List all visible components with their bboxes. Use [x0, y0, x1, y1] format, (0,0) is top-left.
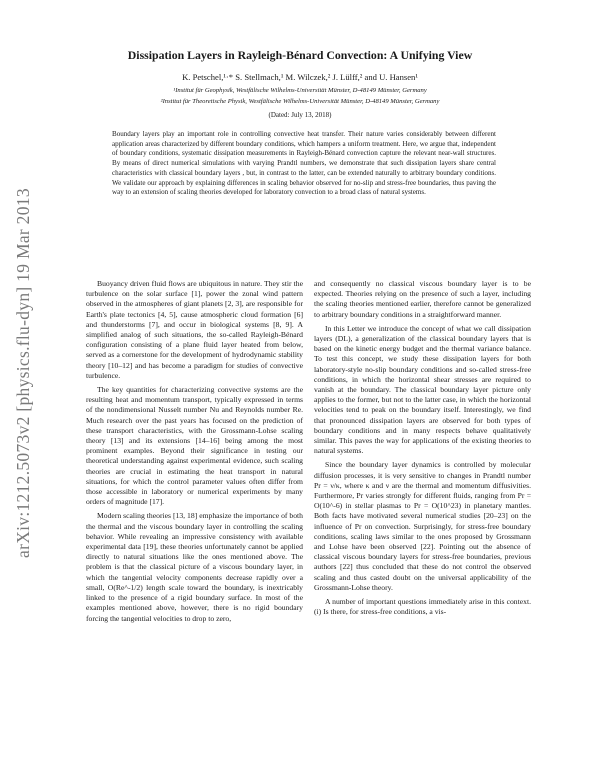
paragraph: Buoyancy driven fluid flows are ubiquitous in nature. They stir the turbulence on the solar surface [1], power the zonal wind pattern observed in the atmospheres of giant planets [2, 3], are responsible for Earth's plate tectonics [4, 5], cause atmospheric cloud formation [6] and thunderstorms [7], and occur in biological systems [8, 9]. A simplified analog of such situations, the so-called Rayleigh-Bénard configuration consisting of a plane fluid layer heated from below, served as a cornerstone for the development of hydrodynamic stability theory [10–12] and has become a paradigm for studies of convective turbulence.	[86, 279, 303, 380]
paper-title: Dissipation Layers in Rayleigh-Bénard Convection: A Unifying View	[127, 48, 473, 62]
paragraph: In this Letter we introduce the concept of what we call dissipation layers (DL), a generalization of the classical boundary layers that is based on the kinetic energy budget and the thermal variance balance. To test this concept, we study these dissipation layers for both laboratory-style no-slip boundary conditions and so-called stress-free conditions, in which the horizontal shear stresses are required to vanish at the boundary. The classical boundary layer picture only applies to the former, but not to the latter case, in which the horizontal velocities tend to peak on the boundary itself. Interestingly, we find that pronounced dissipation layers are observed for both types of boundary conditions and in many respects behave qualitatively similar. This paves the way for applications of the existing theories to natural systems.	[314, 323, 531, 456]
paragraph: A number of important questions immediately arise in this context. (i) Is there, for stress-free conditions, a vis-	[314, 597, 531, 617]
paragraph: and consequently no classical viscous boundary layer is to be expected. Theories relying on the presence of such a layer, including the scaling theories mentioned earlier, therefore cannot be generalized to arbitrary boundary conditions in a straightforward manner.	[314, 279, 531, 319]
paragraph: The key quantities for characterizing convective systems are the resulting heat and momentum transport, typically expressed in terms of the nondimensional Nusselt number Nu and Reynolds number Re. Much research over the past years has focused on the prediction of these transport characteristics, with the Grossmann-Lohse scaling theory [13] and its extensions [14–16] being among the most prominent examples. Beyond their significance in testing our theoretical understanding against experimental evidence, such scaling theories are crucial in estimating the heat transport in natural situations, for which the control parameter values often differ from those accessible in laboratory or numerical experiments by many orders of magnitude [17].	[86, 385, 303, 507]
body-column-left	[86, 279, 303, 624]
abstract: Boundary layers play an important role in controlling convective heat transfer. Their nature varies considerably between different application areas characterized by different boundary conditions, which hampers a uniform treatment. Here, we argue that, independent of boundary conditions, systematic dissipation measurements in Rayleigh-Bénard convection capture the relevant near-wall structures. By means of direct numerical simulations with varying Prandtl numbers, we demonstrate that such dissipation layers share central characteristics with classical boundary layers , but, in contrast to the latter, can be extended naturally to arbitrary boundary conditions. We validate our approach by explaining differences in scaling behavior observed for no-slip and stress-free boundaries, thus paving the way to an extension of scaling theories developed for laboratory convection to a broad class of natural systems.	[112, 130, 496, 197]
paragraph: Since the boundary layer dynamics is controlled by molecular diffusion processes, it is very sensitive to changes in Prandtl number Pr = ν/κ, where κ and ν are the thermal and momentum diffusivities. Furthermore, Pr varies strongly for different fluids, ranging from Pr = O(10^-6) in stellar plasmas to Pr = O(10^23) in planetary mantles. Both facts have motivated several numerical studies [20–23] on the influence of Pr on convection. Surprisingly, for stress-free boundary conditions, scaling laws similar to the ones proposed by Grossmann and Lohse have been observed [22]. Pointing out the absence of classical viscous boundary layers for stress-free boundaries, previous authors [22] thus concluded that these do not control the observed scaling and thus casted doubt on the universal applicability of the Grossmann-Lohse theory.	[314, 460, 531, 592]
paragraph: Modern scaling theories [13, 18] emphasize the importance of both the thermal and the viscous boundary layer in controlling the scaling behavior. While revealing an impressive consistency with available experimental data [19], these theories unfortunately cannot be applied directly to natural situations like the ones mentioned above. The problem is that the classical picture of a viscous boundary layer, in which the tangential velocity components decrease rapidly over a small, O(Re^-1/2) length scale toward the boundary, is inextricably linked to the presence of a rigid boundary surface. In most of the examples mentioned above, however, there is no rigid boundary forcing the tangential velocities to drop to zero,	[86, 511, 303, 623]
arxiv-identifier[interactable]: arXiv:1212.5073v2 [physics.flu-dyn] 19 Mar 2013	[13, 188, 33, 558]
affiliation-2: ²Institut für Theoretische Physik, Westfälische Wilhelms-Universität Münster, D-48149 Münster, Germany	[160, 98, 440, 105]
date-line: (Dated: July 13, 2018)	[268, 111, 332, 119]
author-list: K. Petschel,¹·* S. Stellmach,¹ M. Wilczek,² J. Lülff,² and U. Hansen¹	[182, 72, 418, 82]
body-column-right	[314, 279, 531, 618]
affiliation-1: ¹Institut für Geophysik, Westfälische Wilhelms-Universität Münster, D-48149 Münster, Germany	[173, 87, 427, 94]
